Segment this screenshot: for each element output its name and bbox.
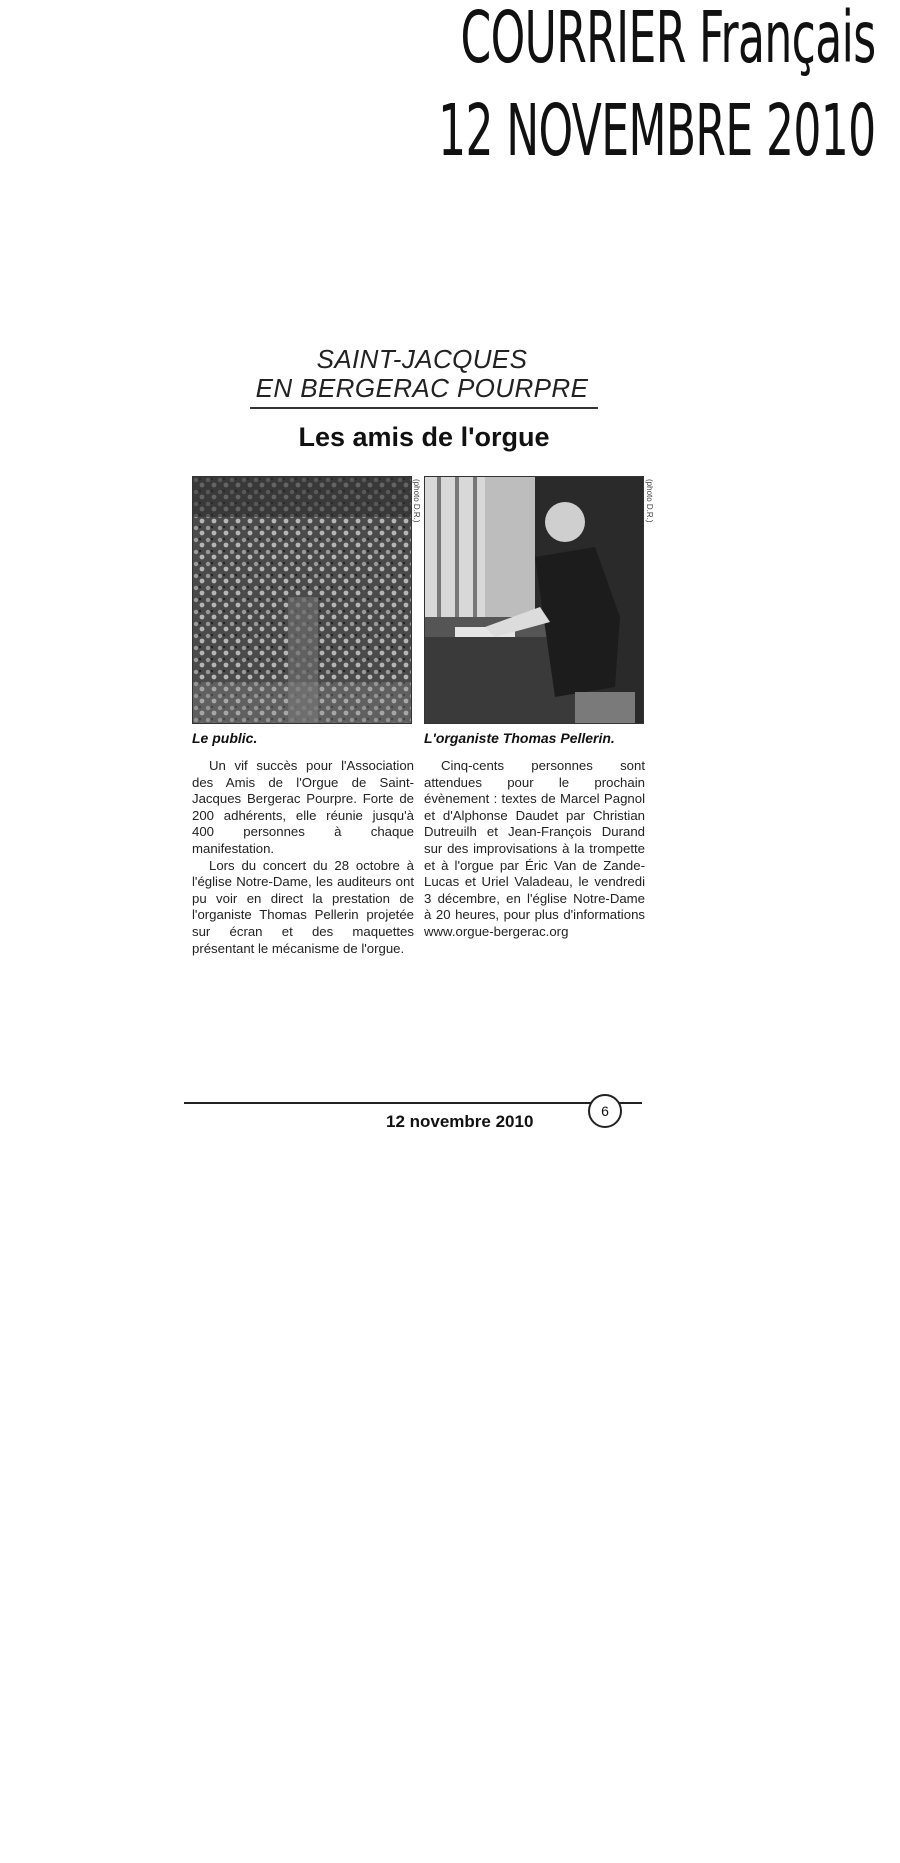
- caption-organist: L'organiste Thomas Pellerin.: [424, 730, 615, 746]
- newspaper-clipping: [150, 345, 760, 1175]
- publication-name: [439, 0, 876, 79]
- publication-name-prefix: COURRIER: [460, 0, 687, 79]
- article-kicker: [252, 345, 592, 403]
- article-column-right: [424, 758, 645, 941]
- footer-date: 12 novembre 2010: [386, 1112, 534, 1131]
- page-header: [170, 0, 876, 172]
- photo-audience: [192, 476, 412, 724]
- kicker-line-2: EN BERGERAC POURPRE: [255, 373, 589, 403]
- footer-rule: [184, 1102, 642, 1104]
- photo-organist: [424, 476, 644, 724]
- article-headline: Les amis de l'orgue: [298, 422, 550, 452]
- page-number-badge: 6: [588, 1094, 622, 1128]
- kicker-line-1: SAINT-JACQUES: [316, 344, 528, 374]
- paragraph: Lors du concert du 28 octobre à l'église Notre-Dame, les auditeurs ont pu voir en direct la prestation de l'organiste Thomas Pellerin projetée sur écran et des maquettes présentant le mécanisme de l'orgue.: [192, 857, 414, 956]
- paragraph: Un vif succès pour l'Association des Amis de l'Orgue de Saint-Jacques Bergerac Pourpre. Forte de 200 adhérents, elle réunie jusqu'à 400 personnes à chaque manifestation.: [192, 758, 414, 856]
- paragraph: Cinq-cents personnes sont attendues pour le prochain évènement : textes de Marcel Pagnol et d'Alphonse Daudet par Christian Dutreuilh et Jean-François Durand sur des improvisations à la trompette et à l'orgue par Éric Van de Zande-Lucas et Uriel Valadeau, le vendredi 3 décembre, en l'église Notre-Dame à 20 heures, pour plus d'informations www.orgue-bergerac.org: [424, 758, 645, 939]
- publication-name-suffix: Français: [699, 0, 876, 79]
- article-column-left: [192, 758, 414, 957]
- caption-public: Le public.: [192, 730, 258, 746]
- photo-credit-left: (photo D.R.): [412, 479, 421, 523]
- publication-date: 12 NOVEMBRE 2010: [438, 89, 876, 172]
- photo-credit-right: (photo D.R.): [645, 479, 654, 523]
- kicker-rule: [250, 407, 598, 409]
